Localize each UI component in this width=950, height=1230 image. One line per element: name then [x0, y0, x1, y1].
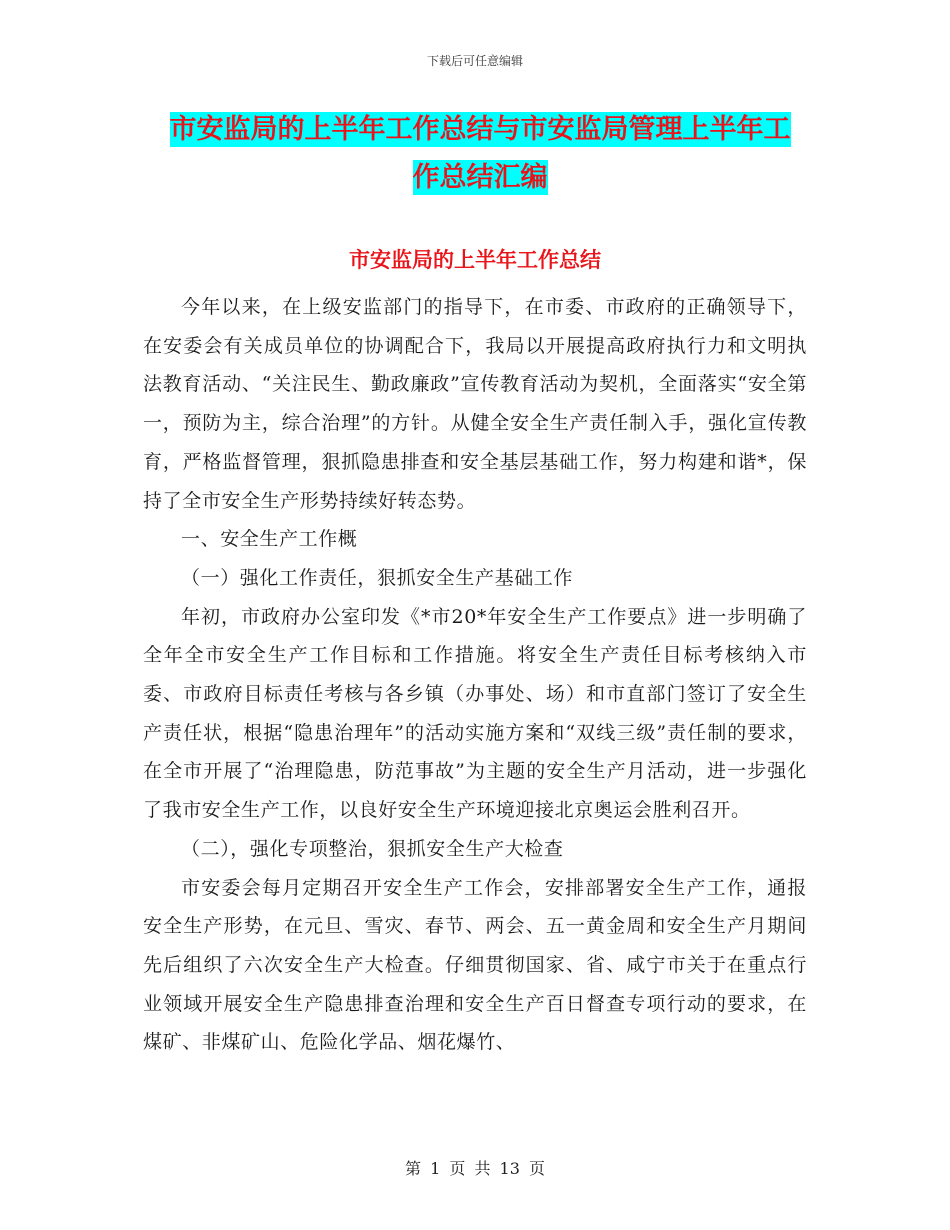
header-note: 下载后可任意编辑 — [426, 54, 523, 68]
paragraph: （二），强化专项整治，狠抓安全生产大检查 — [181, 837, 564, 860]
paragraph: 市安委会每月定期召开安全生产工作会，安排部署安全生产工作，通报安全生产形势，在元旦、雪灾、春节、两会、五一黄金周和安全生产月期间先后组织了六次安全生产大检查。仔细贯彻国家、省、咸宁市关于在重点行业领域开展安全生产隐患排查治理和安全生产百日督查专项行动的要求，在煤矿、非煤矿山、危险化学品、烟花爆竹、 — [143, 876, 807, 1054]
section-title: 市安监局的上半年工作总结 — [349, 248, 601, 272]
paragraph: 今年以来，在上级安监部门的指导下，在市委、市政府的正确领导下，在安委会有关成员单位的协调配合下，我局以开展提高政府执行力和文明执法教育活动、“关注民生、勤政廉政”宣传教育活动为契机，全面落实“安全第一，预防为主，综合治理”的方针。从健全安全生产责任制入手，强化宣传教育，严格监督管理，狠抓隐患排查和安全基层基础工作，努力构建和谐*，保持了全市安全生产形势持续好转态势。 — [143, 296, 807, 512]
paragraph: （一）强化工作责任，狠抓安全生产基础工作 — [181, 566, 574, 589]
document-title-line-1: 市安监局的上半年工作总结与市安监局管理上半年工 — [169, 114, 791, 145]
page-footer: 第 1 页 共 13 页 — [405, 1159, 545, 1178]
paragraph: 年初，市政府办公室印发《*市20*年安全生产工作要点》进一步明确了全年全市安全生产工作目标和工作措施。将安全生产责任目标考核纳入市委、市政府目标责任考核与各乡镇（办事处、场）和市直部门签订了安全生产责任状，根据“隐患治理年”的活动实施方案和“双线三级”责任制的要求，在全市开展了“治理隐患，防范事故”为主题的安全生产月活动，进一步强化了我市安全生产工作，以良好安全生产环境迎接北京奥运会胜利召开。 — [143, 605, 807, 822]
document-title — [150, 106, 810, 202]
document-title-line-2: 作总结汇编 — [412, 162, 548, 193]
body-text — [143, 288, 807, 1062]
paragraph: 一、安全生产工作概 — [181, 528, 358, 551]
